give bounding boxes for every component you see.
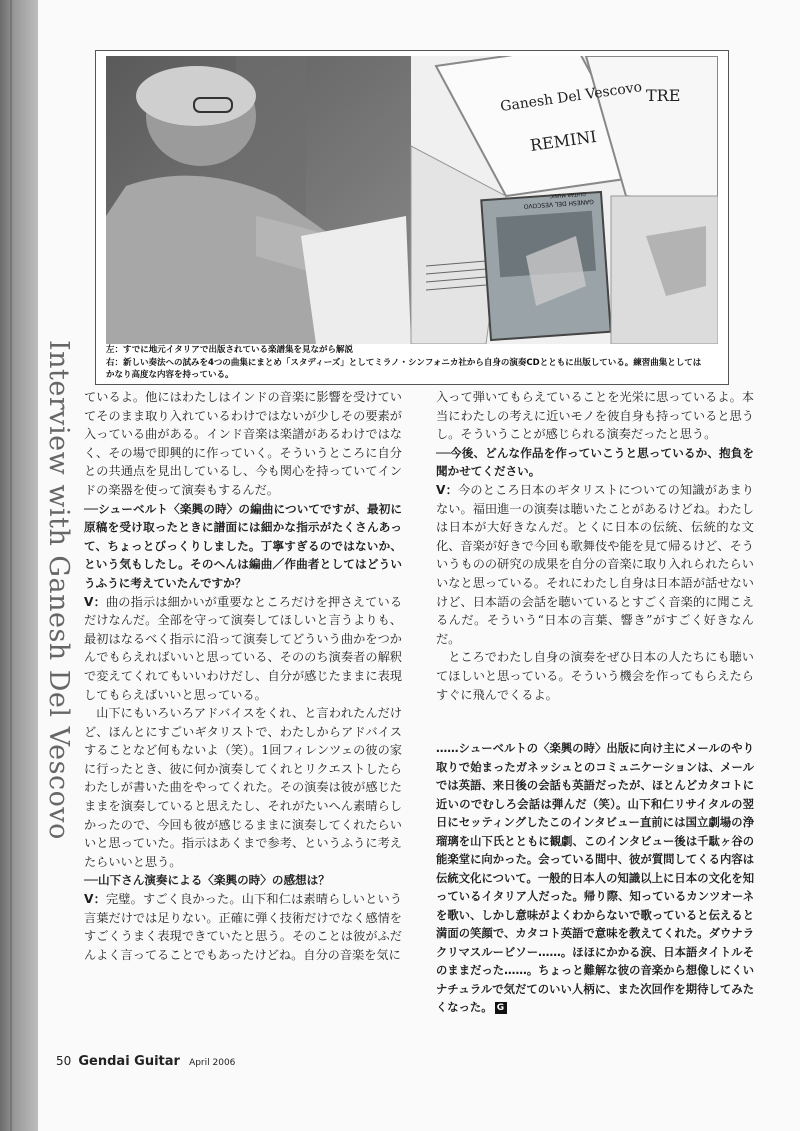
- answer: [84, 593, 402, 705]
- afterword-text: ……シューベルトの〈楽興の時〉出版に向け主にメールのやり取りで始まったガネッシュとのコミュニケーションは、メールでは英語、来日後の会話も英語だったが、ほとんどカタコトに近いのでむしろ会話は弾んだ（笑）。山下和仁リサイタルの翌日にセッティングしたこのインタビュー直前には国立劇場の浄瑠璃を山下氏とともに観劇、このインタビュー後は千駄ヶ谷の能楽堂に向かった。会っている間中、彼が質問してくる内容は伝統文化について。一般的日本人の知識以上に日本の文化を知っているイタリア人だった。帰り際、知っているカンツオーネを歌い、しかし意味がよくわからないで歌っていると伝えると満面の笑顔で、カタコト英語で意味を教えてくれた。ダウナラクリマスルービソー……。ほほにかかる涙、日本語タイトルそのままだった……。ちょっと難解な彼の音楽から想像しにくいナチュラルで気だてのいい人柄に、また次回作を期待してみたくなった。: [436, 742, 754, 1015]
- paragraph: 入って弾いてもらえていることを光栄に思っているよ。本当にわたしの考えに近いモノを彼自身も持っていると思うし。そういうことが感じられる演奏だったと思う。: [436, 390, 754, 442]
- score-title-1: Ganesh Del Vescovo: [499, 79, 643, 115]
- answer-text: 曲の指示は細かいが重要なところだけを押さえているだけなんだ。全部を守って演奏してほしいと言うよりも、最初はなるべく指示に沿って演奏してどういう曲かをつかんでもらえればいいと思っている、そののち演奏者の解釈で変えてくれてもいいわけだし、自分が感じたままに表現してもらえばいいと思っている。: [84, 594, 403, 702]
- paragraph: 山下にもいろいろアドバイスをくれ、と言われたんだけど、ほんとにすごいギタリストで、わたしからアドバイスすることなど何もないよ（笑）。1回フィレンツェの彼の家に行ったとき、彼に何か演奏してくれとリクエストしたらわたしが書いた曲をやってくれた。その演奏は彼が感じたままを演奏していると思えたし、それがたいへん素晴らしかったので、今回も彼が感じるままに演奏してくれたらいいと思っていた。指示はあくまで参考、というふうに考えたらいいと思う。: [84, 706, 402, 869]
- answer: [84, 890, 402, 964]
- answer-text: 完璧。すごく良かった。山下和仁は素晴らしいという言葉だけでは足りない。正確に弾く技術だけでなく感情をすごくうまく表現できていたと思う。そのことは彼がふだんよく言ってることでもあったけどね。自分の音楽を気に: [84, 892, 403, 962]
- spacer: [436, 704, 754, 740]
- page-spine-shadow: [0, 0, 38, 1131]
- issue-date: April 2006: [189, 1058, 236, 1068]
- page-footer: [56, 1050, 235, 1069]
- end-mark-icon: G: [495, 1002, 507, 1014]
- magazine-name: Gendai Guitar: [78, 1054, 180, 1069]
- vertical-title: Interview with Ganesh Del Vescovo: [43, 340, 74, 840]
- question: ──シューベルト〈楽興の時〉の編曲についてですが、最初に原稿を受け取ったときに譜面には細かな指示がたくさんあって、ちょっとびっくりしました。丁寧すぎるのではないか、という気もしたし。そのへんは編曲／作曲者としてはどういうふうに考えていたんですか？: [84, 501, 402, 590]
- cd-text-2: GUITAR MUSIC: [549, 190, 586, 199]
- photo-illustration: [106, 56, 718, 344]
- question: ──今後、どんな作品を作っていこうと思っているか、抱負を聞かせてください。: [436, 445, 754, 479]
- score-in-hand: [301, 216, 411, 344]
- speaker-label: V：: [84, 594, 106, 609]
- left-column: [84, 388, 402, 964]
- speaker-label: V：: [436, 482, 458, 497]
- right-column: [436, 388, 754, 1018]
- photo-caption: [106, 344, 718, 382]
- paragraph: ところでわたし自身の演奏をぜひ日本の人たちにも聴いてほしいと思っている。そういう機会を作ってもらえたらすぐに飛んでくるよ。: [436, 650, 754, 702]
- photo-frame: [95, 50, 729, 385]
- caption-right-2: かなり高度な内容を持っている。: [106, 370, 234, 380]
- caption-right-1: 右：新しい奏法への試みを4つの曲集にまとめ「スタディーズ」としてミラノ・シンフォニカ社から自身の演奏CDとともに出版している。練習曲集としては: [106, 357, 702, 368]
- man-hair: [136, 66, 256, 126]
- score-title-2: REMINI: [528, 126, 598, 155]
- answer: [436, 481, 754, 648]
- photo: [106, 56, 718, 344]
- cd-text-1: GANESH DEL VESCOVO: [523, 197, 595, 210]
- afterword: [436, 740, 754, 1018]
- caption-left: 左：すでに地元イタリアで出版されている楽譜集を見ながら解説: [106, 345, 354, 355]
- paragraph: ているよ。他にはわたしはインドの音楽に影響を受けていてそのまま取り入れているわけではないが少しその要素が入っている曲がある。インド音楽は楽譜があるわけではなく、その場で即興的に作っていく。そういうところに自分との共通点を見出しているし、今も関心を持っていてインドの楽器を使って演奏もするんだ。: [84, 390, 402, 497]
- speaker-label: V：: [84, 892, 106, 907]
- answer-text: 今のところ日本のギタリストについての知識があまりない。福田進一の演奏は聴いたことがあるけどね。わたしは日本が大好きなんだ。とくに日本の伝統、伝統的な文化、音楽が好きで今回も歌舞伎や能を見て帰るけど、そういうものの研究の成果を自分の音楽に取り入れられたらいいなと思っている。それにわたし自身は日本語が話せないけど、日本語の会話を聴いているとすごく音楽的に聞こえるんだ。そういう“日本の言葉、響き”がすごく好きなんだ。: [436, 482, 754, 646]
- score-title-3: TRE: [646, 86, 681, 105]
- page-number: 50: [56, 1054, 72, 1068]
- question: ──山下さん演奏による〈楽興の時〉の感想は？: [84, 873, 330, 888]
